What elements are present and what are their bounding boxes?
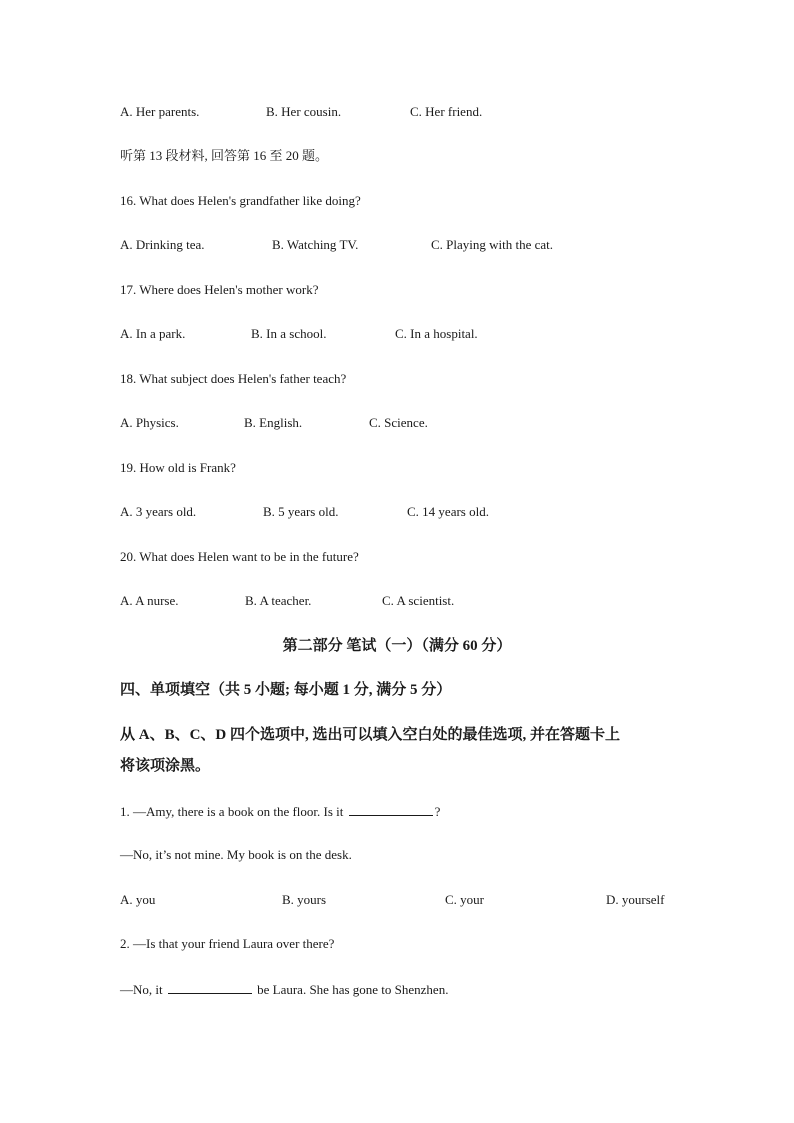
s4-q1-prompt-end: ? [434,804,441,819]
q15-option-c: C. Her friend. [410,104,483,119]
q18-option-b: B. English. [244,415,303,430]
q17-question: 17. Where does Helen's mother work? [120,282,319,297]
q17-option-a: A. In a park. [120,326,186,341]
section4-instruction-line2: 将该项涂黑。 [120,758,211,774]
q19-question: 19. How old is Frank? [120,460,236,475]
s4-q2-reply [120,981,448,998]
answer-blank [168,981,252,994]
section4-title: 四、单项填空（共 5 小题; 每小题 1 分, 满分 5 分） [120,682,452,698]
s4-q1-option-a: A. you [120,892,156,907]
s4-q1-option-b: B. yours [282,892,327,907]
q16-option-b: B. Watching TV. [272,237,359,252]
q20-option-c: C. A scientist. [382,593,455,608]
q17-option-b: B. In a school. [251,326,327,341]
s4-q1-option-c: C. your [445,892,484,907]
q15-option-a: A. Her parents. [120,104,200,119]
q16-option-c: C. Playing with the cat. [431,237,554,252]
s4-q1-reply: —No, it’s not mine. My book is on the desk. [120,847,352,862]
part2-title: 第二部分 笔试（一）（满分 60 分） [282,638,512,654]
q16-option-a: A. Drinking tea. [120,237,205,252]
q16-question: 16. What does Helen's grandfather like doing? [120,193,361,208]
q19-option-b: B. 5 years old. [263,504,339,519]
q19-option-a: A. 3 years old. [120,504,197,519]
s4-q2-prompt: 2. —Is that your friend Laura over there? [120,936,335,951]
q20-option-b: B. A teacher. [245,593,312,608]
section13-intro: 听第 13 段材料, 回答第 16 至 20 题。 [120,148,329,163]
q15-option-b: B. Her cousin. [266,104,342,119]
section4-instruction-line1: 从 A、B、C、D 四个选项中, 选出可以填入空白处的最佳选项, 并在答题卡上 [120,727,621,743]
answer-blank [349,803,433,816]
q20-option-a: A. A nurse. [120,593,179,608]
q18-question: 18. What subject does Helen's father teach? [120,371,347,386]
s4-q1-option-d: D. yourself [606,892,665,907]
s4-q2-reply-start: —No, it [120,982,163,997]
s4-q1-prompt [120,803,440,820]
s4-q1-prompt-text: 1. —Amy, there is a book on the floor. Is it [120,804,344,819]
s4-q2-reply-end: be Laura. She has gone to Shenzhen. [257,982,449,997]
q20-question: 20. What does Helen want to be in the future? [120,549,359,564]
q18-option-a: A. Physics. [120,415,179,430]
q17-option-c: C. In a hospital. [395,326,478,341]
q19-option-c: C. 14 years old. [407,504,489,519]
q18-option-c: C. Science. [369,415,428,430]
